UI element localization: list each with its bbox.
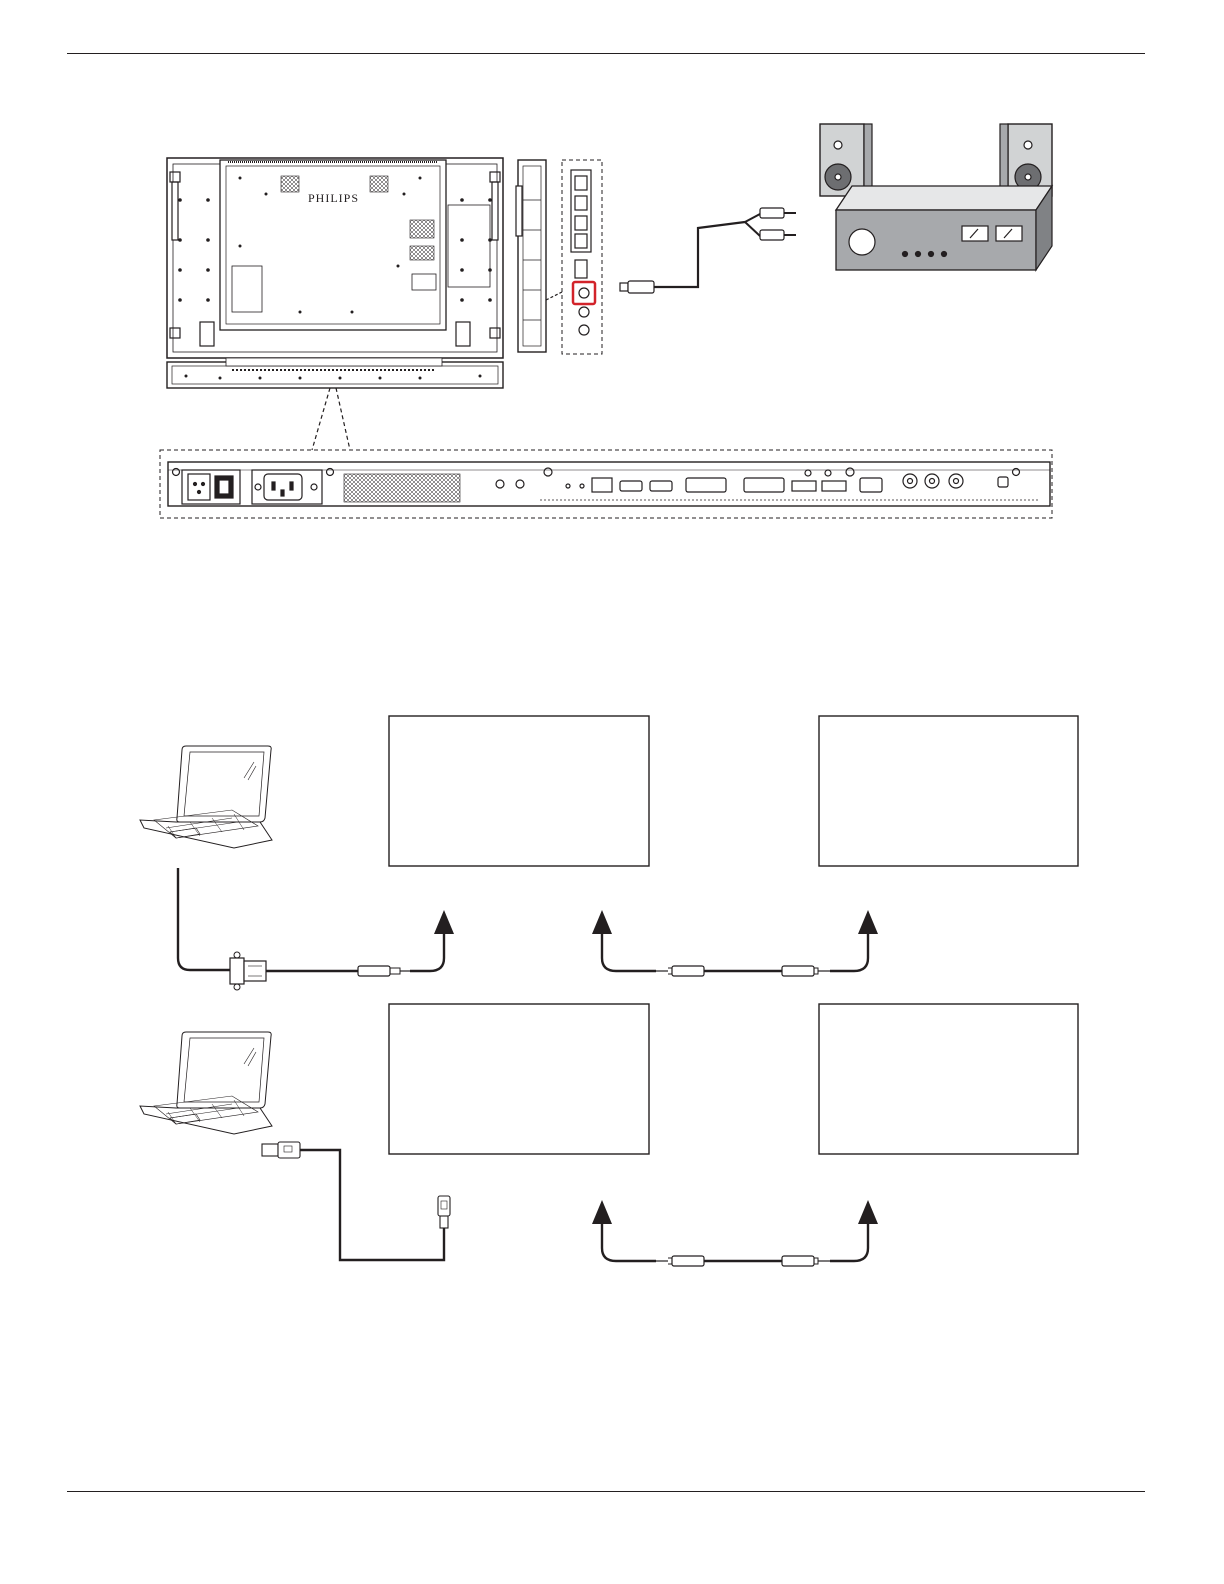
monitor-4 <box>819 1004 1078 1154</box>
daisy-chain-figure <box>140 716 1078 1266</box>
laptop-2 <box>140 1032 272 1134</box>
bottom-terminals-callout <box>160 388 1052 518</box>
right-speaker <box>1000 124 1052 196</box>
rs232-cable <box>178 868 454 990</box>
rj45-cable <box>262 1142 450 1260</box>
monitor-2 <box>819 716 1078 866</box>
monitor-1 <box>389 716 649 866</box>
display-side-view <box>516 160 546 352</box>
audio-connection-figure <box>160 124 1052 518</box>
ir-chain-cable-top <box>592 910 878 976</box>
display-bottom-view <box>167 358 503 388</box>
amplifier <box>836 186 1052 270</box>
display-rear-view <box>167 158 503 358</box>
ir-chain-cable-bottom <box>592 1200 878 1266</box>
display-brand-logo: PHILIPS <box>308 191 360 205</box>
laptop-1 <box>140 746 272 848</box>
audio-out-highlight <box>573 282 595 304</box>
audio-cable <box>620 208 796 293</box>
monitor-3 <box>389 1004 649 1154</box>
side-terminals-callout <box>546 160 602 354</box>
left-speaker <box>820 124 872 196</box>
